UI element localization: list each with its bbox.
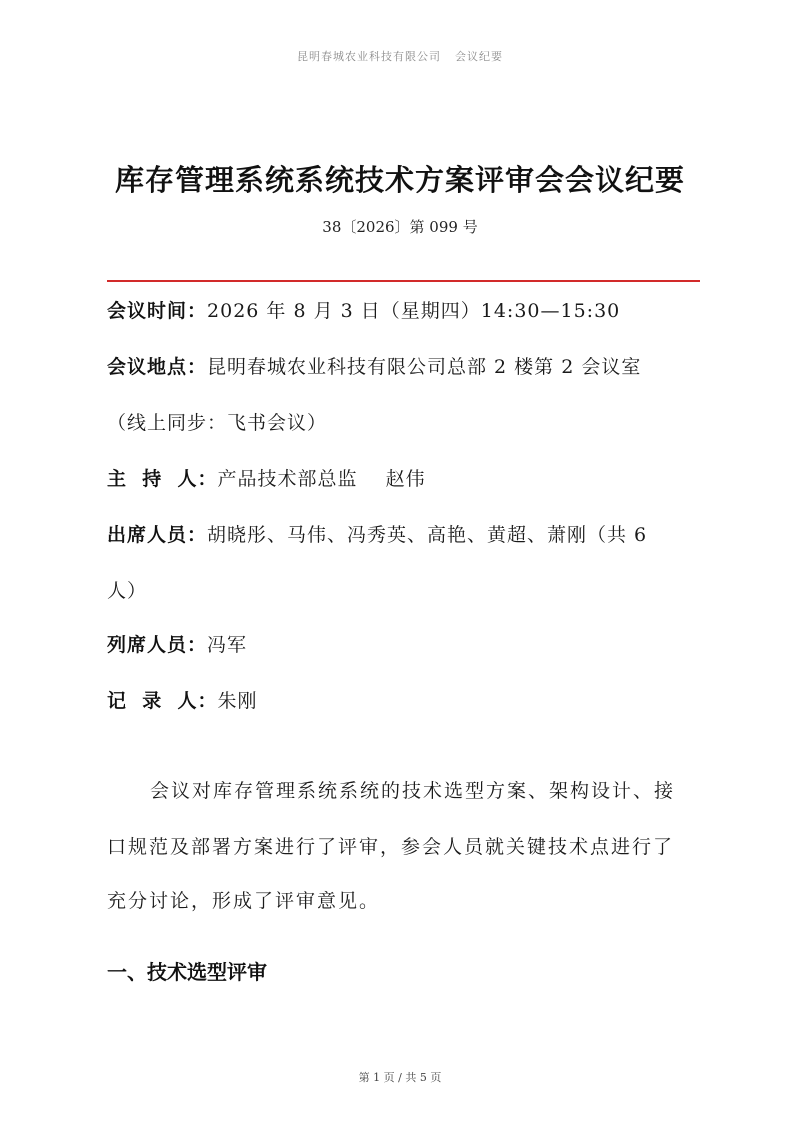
meeting-time-value: 2026 年 8 月 3 日（星期四）14:30—15:30 <box>207 300 621 322</box>
recorder-label: 记 录 人： <box>107 690 218 712</box>
page-footer: 第 1 页 / 共 5 页 <box>358 1071 442 1084</box>
attendees-label: 出席人员： <box>107 524 208 546</box>
page-header <box>0 48 800 64</box>
meeting-place-value: 昆明春城农业科技有限公司总部 2 楼第 2 会议室 <box>207 356 642 378</box>
attendees-row <box>107 520 707 550</box>
body-paragraph-line-2: 口规范及部署方案进行了评审，参会人员就关键技术点进行了 <box>107 836 675 858</box>
header-company: 昆明春城农业科技有限公司 <box>297 50 441 63</box>
meeting-time-row <box>107 296 707 326</box>
body-paragraph-line-3: 充分讨论，形成了评审意见。 <box>107 890 381 912</box>
document-title: 库存管理系统系统技术方案评审会会议纪要 <box>114 163 685 197</box>
red-divider <box>107 280 700 282</box>
observers-label: 列席人员： <box>107 634 208 656</box>
attendees-value: 胡晓彤、马伟、冯秀英、高艳、黄超、萧刚（共 6 <box>207 524 648 546</box>
meeting-place-label: 会议地点： <box>107 356 208 378</box>
document-number: 38〔2026〕第 099 号 <box>322 218 478 236</box>
meeting-place-value-cont: （线上同步：飞书会议） <box>107 412 328 434</box>
recorder-value: 朱刚 <box>217 690 258 712</box>
attendees-row-cont <box>107 576 707 606</box>
meeting-time-label: 会议时间： <box>107 300 208 322</box>
host-value: 产品技术部总监 赵伟 <box>217 468 426 490</box>
attendees-value-cont: 人） <box>107 580 148 602</box>
meeting-place-row <box>107 352 707 382</box>
section-heading-tech-selection: 一、技术选型评审 <box>107 960 267 984</box>
meeting-place-row-cont <box>107 408 707 438</box>
host-row <box>107 464 707 494</box>
body-paragraph-line-1: 会议对库存管理系统系统的技术选型方案、架构设计、接 <box>150 780 676 802</box>
header-doc-type: 会议纪要 <box>455 50 503 63</box>
host-label: 主 持 人： <box>107 468 218 490</box>
observers-value: 冯军 <box>207 634 248 656</box>
recorder-row <box>107 686 707 716</box>
observers-row <box>107 630 707 660</box>
